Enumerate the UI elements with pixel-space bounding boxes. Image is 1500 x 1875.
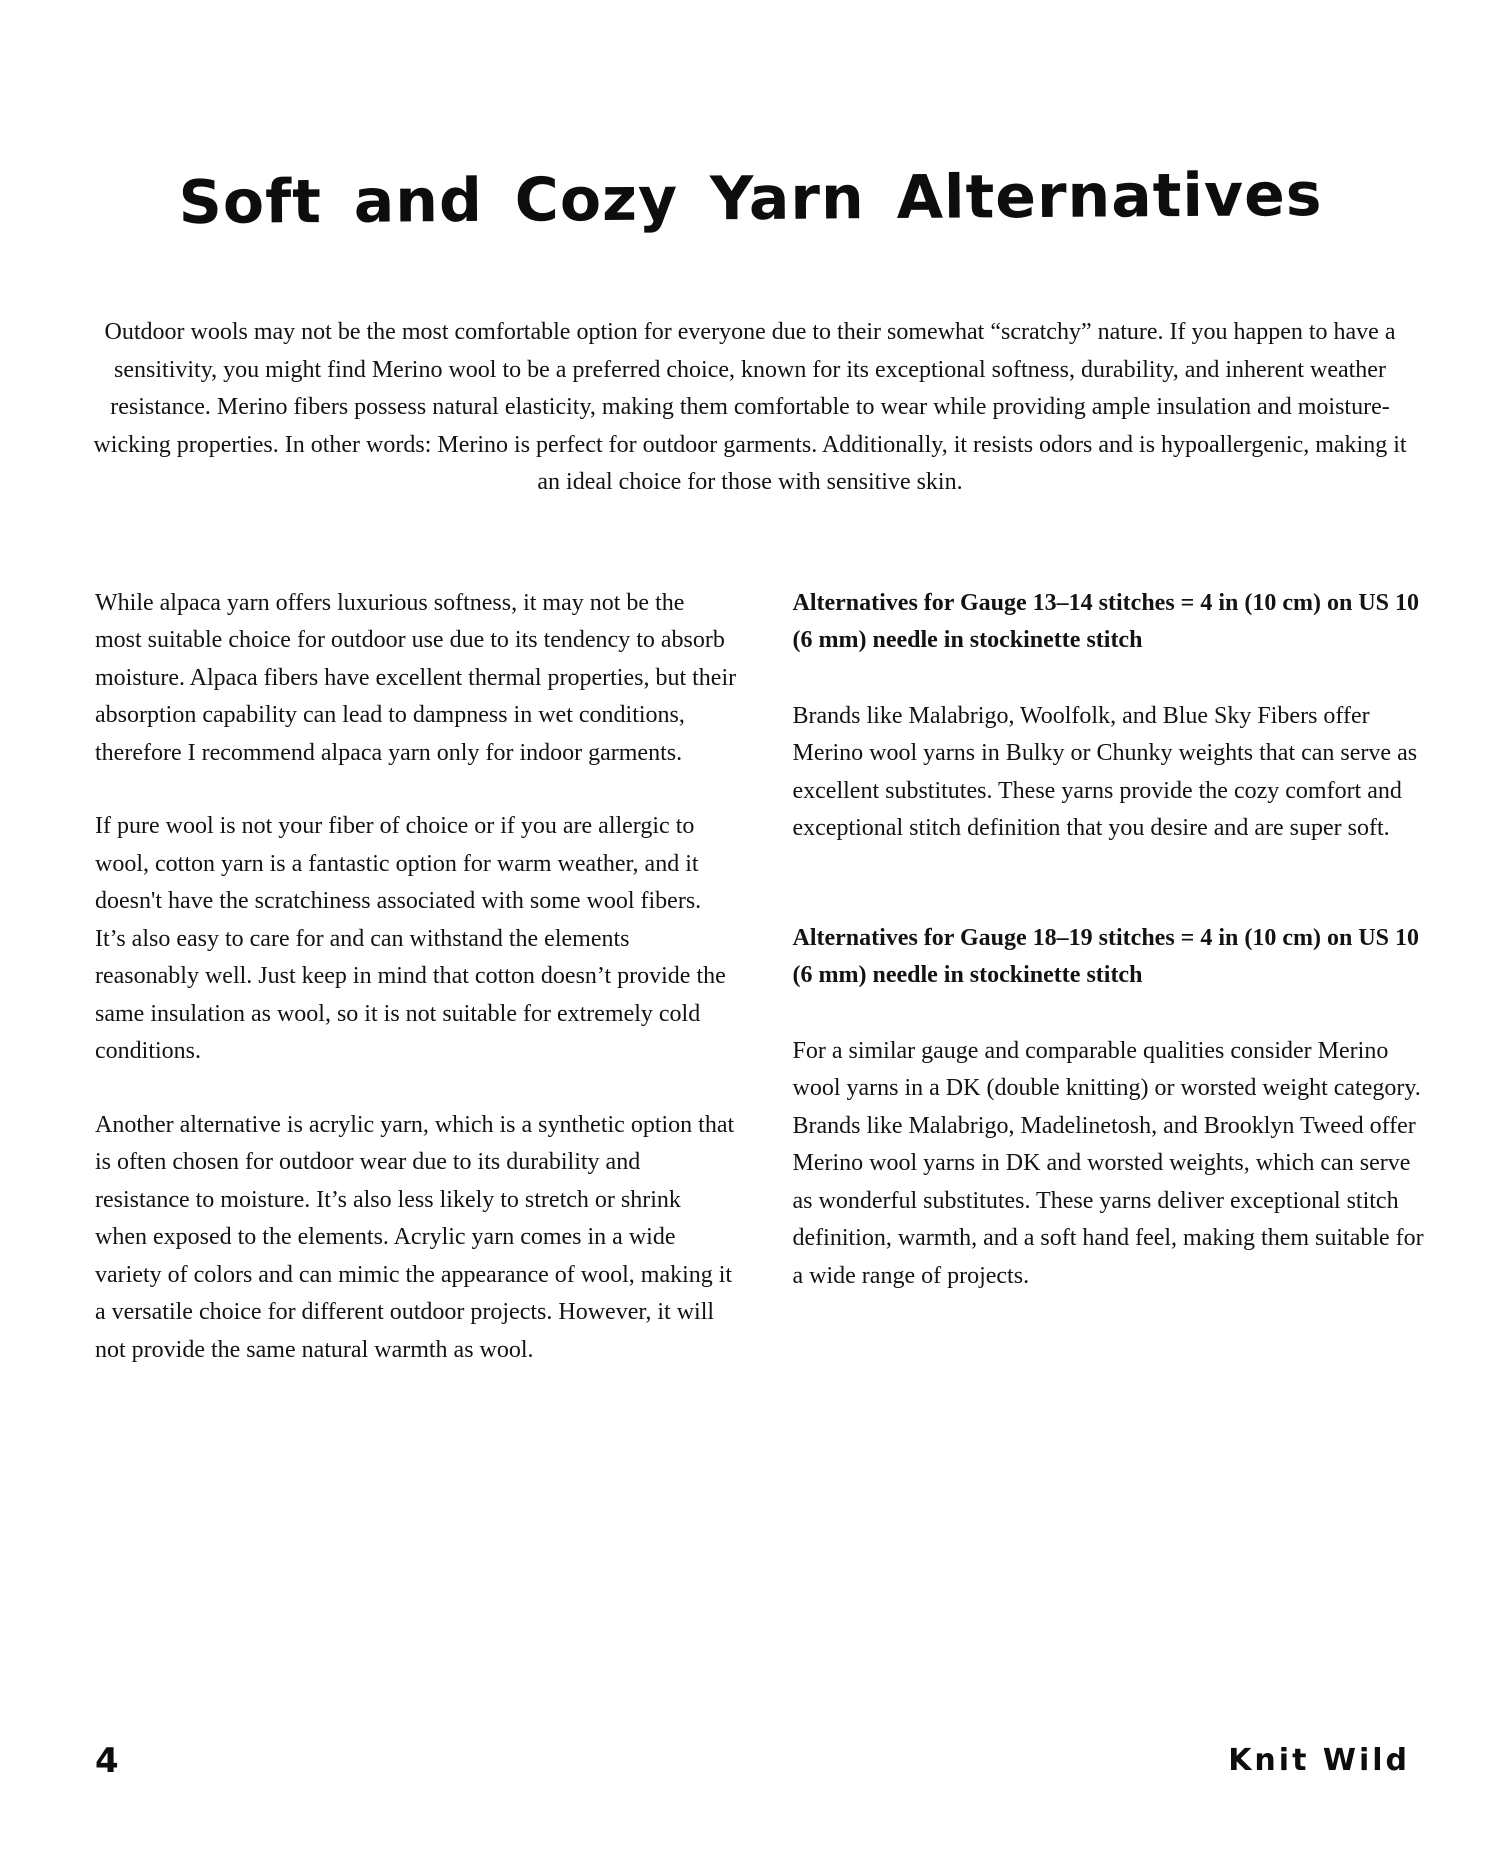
section-heading-gauge-18-19: Alternatives for Gauge 18–19 stitches = 4 in (10 cm) on US 10 (6 mm) needle in stockinette stitch <box>792 924 1420 988</box>
book-title: Knit Wild <box>1228 1743 1410 1778</box>
page-title: Soft and Cozy Yarn Alternatives <box>178 160 1323 238</box>
paragraph-alpaca: While alpaca yarn offers luxurious softness, it may not be the most suitable choice for outdoor use due to its tendency to absorb moisture. Alpaca fibers have excellent thermal properties, but their absorption capability can lead to dampness in wet conditions, therefore I recommend alpaca yarn only for indoor garments. <box>95 589 737 766</box>
paragraph-acrylic: Another alternative is acrylic yarn, which is a synthetic option that is often chosen for outdoor wear due to its durability and resistance to moisture. It’s also less likely to stretch or shrink when exposed to the elements. Acrylic yarn comes in a wide variety of colors and can mimic the appearance of wool, making it a versatile choice for different outdoor projects. However, it will not provide the same natural warmth as wool. <box>95 1111 735 1363</box>
right-column <box>793 585 1435 1370</box>
paragraph-gauge-13-14: Brands like Malabrigo, Woolfolk, and Blue Sky Fibers offer Merino wool yarns in Bulky or Chunky weights that can serve as excellent substitutes. These yarns provide the cozy comfort and exceptional stitch definition that you desire and are super soft. <box>792 702 1418 841</box>
intro-paragraph: Outdoor wools may not be the most comfortable option for everyone due to their somewhat “scratchy” nature. If you happen to have a sensitivity, you might find Merino wool to be a preferred choice, known for its exceptional softness, durability, and inherent weather resistance. Merino fibers possess natural elasticity, making them comfortable to wear while providing ample insulation and moisture-wicking properties. In other words: Merino is perfect for outdoor garments. Additionally, it resists odors and is hypoallergenic, making it an ideal choice for those with sensitive skin. <box>93 319 1407 495</box>
two-column-layout <box>95 585 1434 1370</box>
left-column <box>95 585 737 1370</box>
paragraph-gauge-18-19: For a similar gauge and comparable qualities consider Merino wool yarns in a DK (double knitting) or worsted weight category. Brands like Malabrigo, Madelinetosh, and Brooklyn Tweed offer Merino wool yarns in DK and worsted weights, which can serve as wonderful substitutes. These yarns deliver exceptional stitch definition, warmth, and a soft hand feel, making them suitable for a wide range of projects. <box>792 1037 1424 1289</box>
page-number: 4 <box>95 1741 119 1781</box>
paragraph-cotton: If pure wool is not your fiber of choice or if you are allergic to wool, cotton yarn is a fantastic option for warm weather, and it doesn't have the scratchiness associated with some wool fibers. It’s also easy to care for and can withstand the elements reasonably well. Just keep in mind that cotton doesn’t provide the same insulation as wool, so it is not suitable for extremely cold conditions. <box>95 813 726 1064</box>
section-heading-gauge-13-14: Alternatives for Gauge 13–14 stitches = 4 in (10 cm) on US 10 (6 mm) needle in stockinette stitch <box>792 589 1420 653</box>
page-footer <box>95 1741 1410 1781</box>
